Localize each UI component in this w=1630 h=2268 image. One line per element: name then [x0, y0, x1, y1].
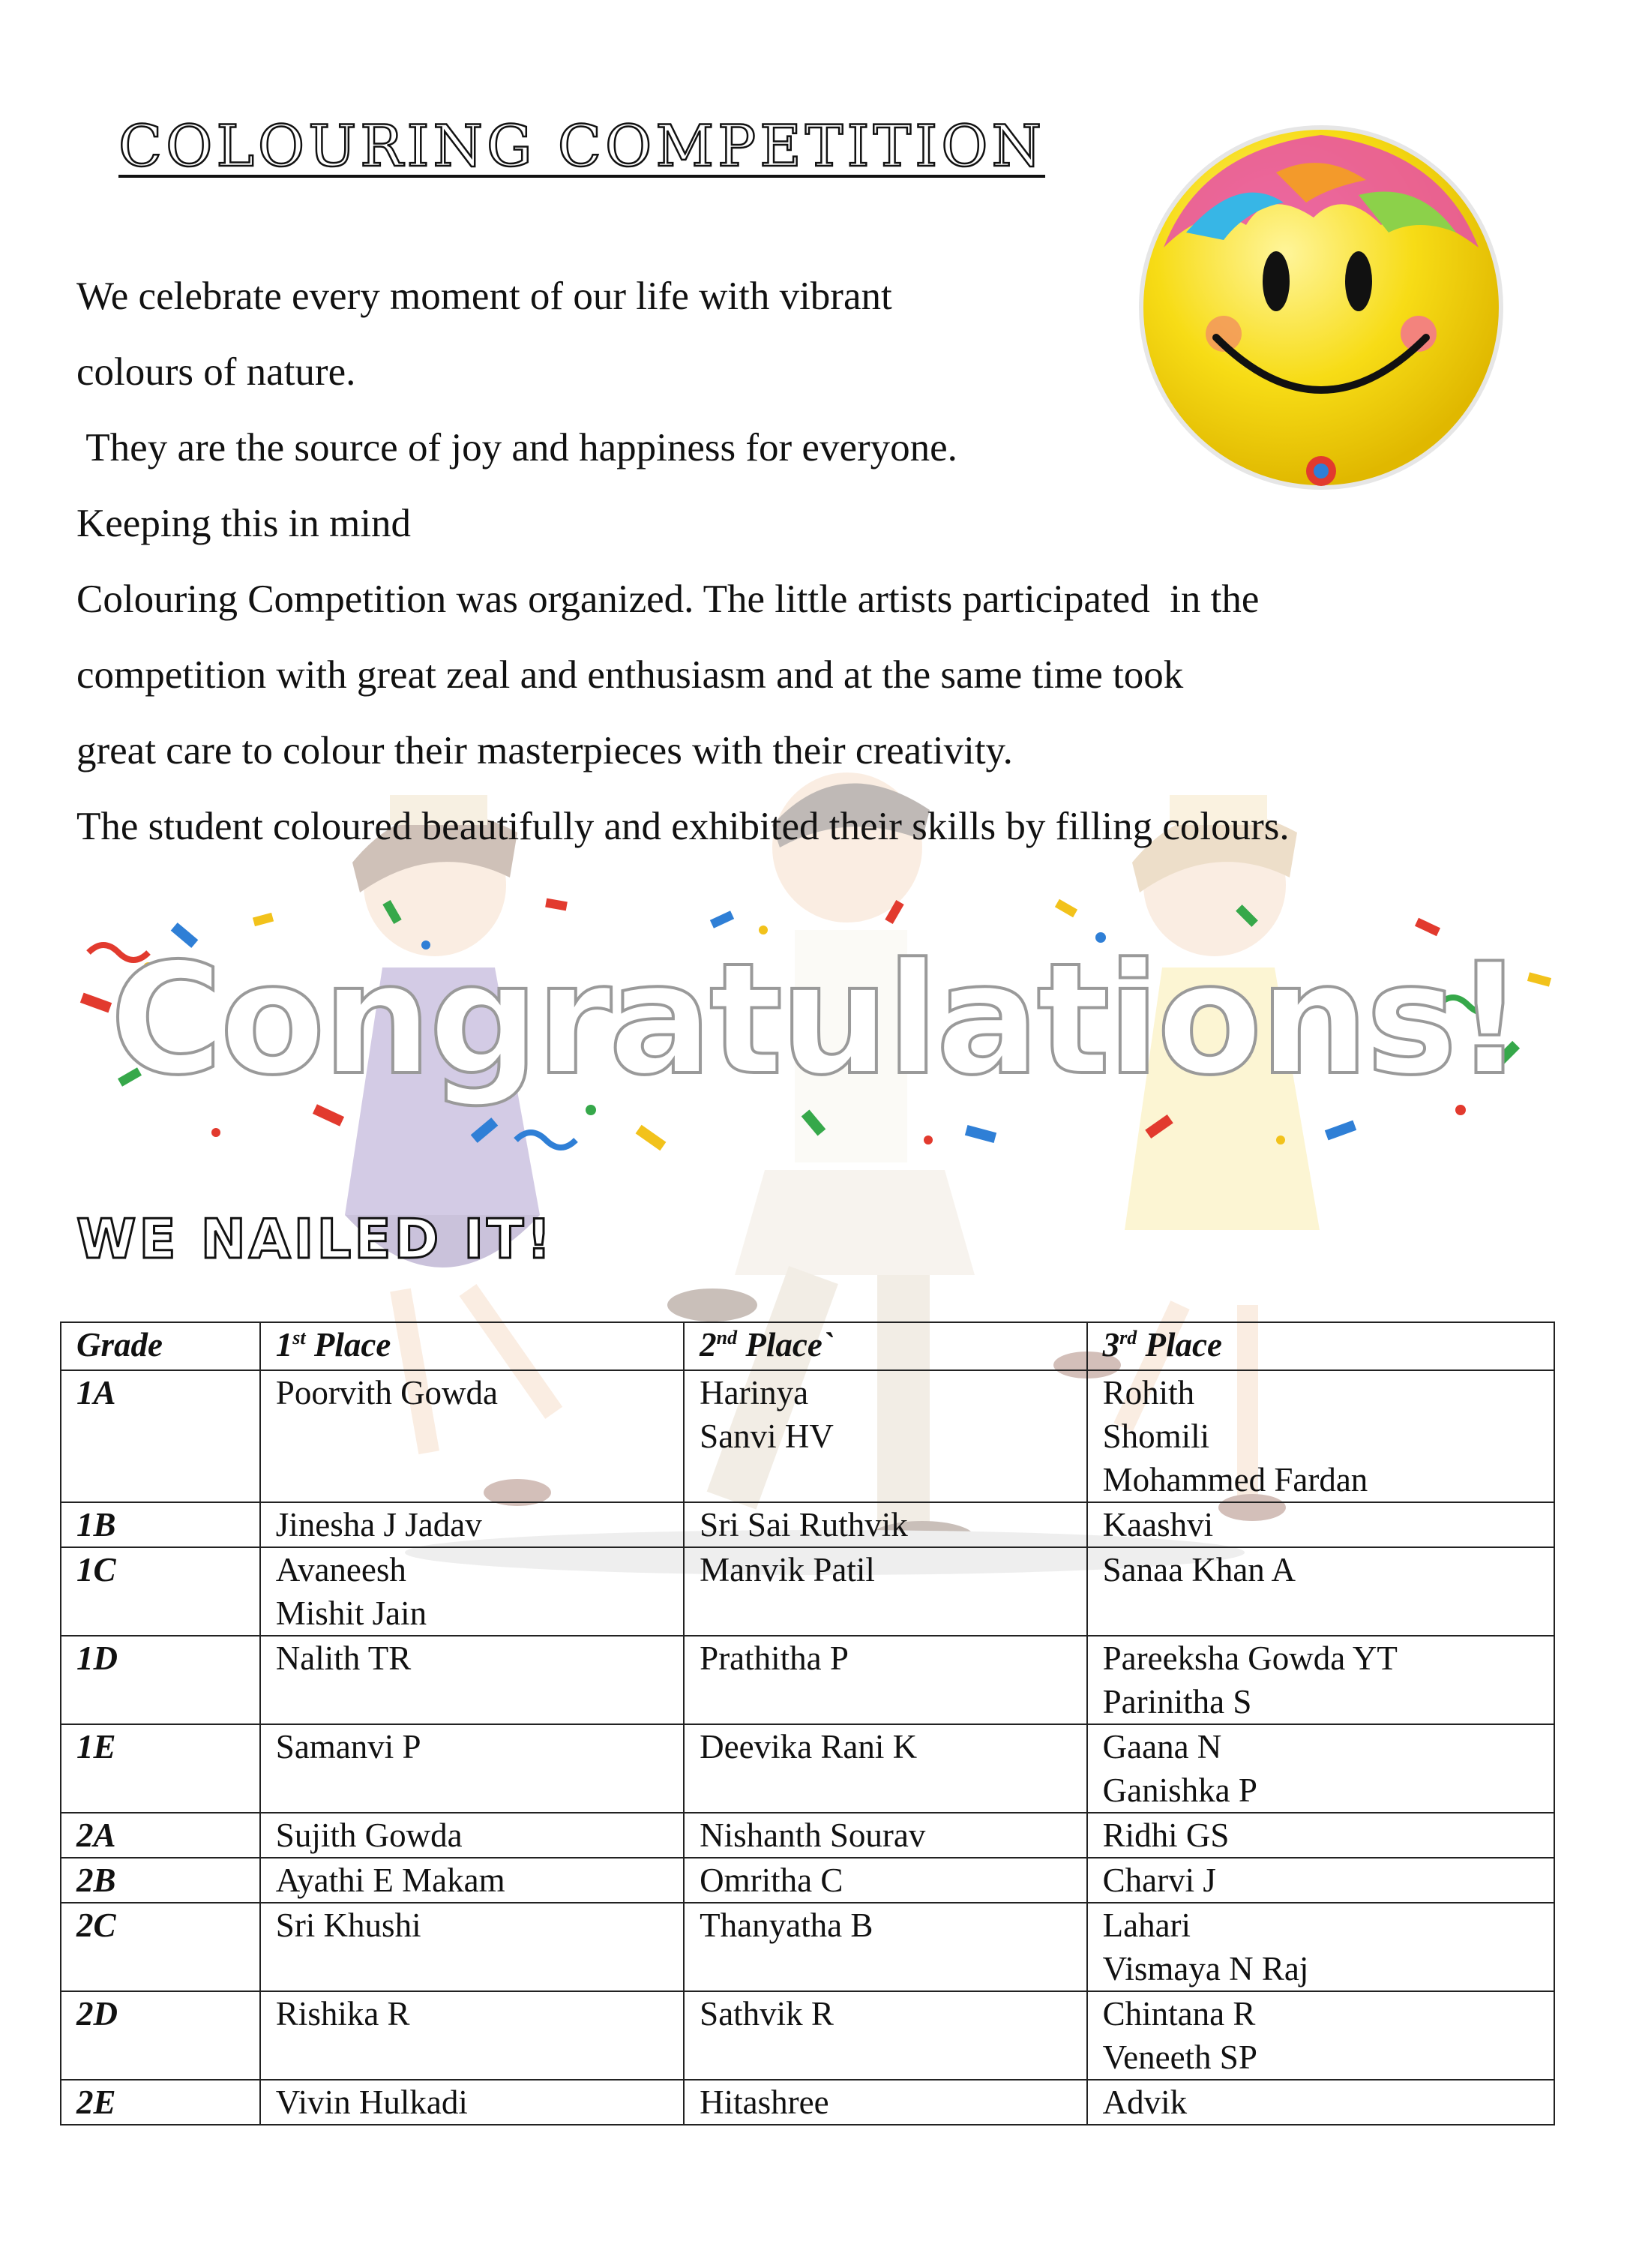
grade-cell: 1C [61, 1547, 260, 1636]
results-table [60, 1322, 1555, 2126]
winner-name: Parinitha S [1102, 1683, 1252, 1720]
first-place-cell [260, 1903, 684, 1991]
table-row [61, 1991, 1554, 2080]
table-row [61, 2080, 1554, 2125]
winner-name: Advik [1102, 2084, 1188, 2121]
intro-line: Colouring Competition was organized. The little artists participated in the [76, 578, 1260, 621]
winner-name: Nalith TR [275, 1640, 412, 1677]
table-row [61, 1903, 1554, 1991]
header-grade: Grade [61, 1322, 260, 1370]
table-row [61, 1724, 1554, 1813]
winner-name: Rohith [1102, 1374, 1195, 1412]
second-place-cell [684, 1858, 1086, 1903]
winner-name: Mishit Jain [275, 1594, 427, 1632]
winner-name: Thanyatha B [700, 1906, 873, 1944]
second-place-cell [684, 1502, 1086, 1547]
intro-line: colours of nature. [76, 350, 356, 394]
winner-name: Manvik Patil [700, 1551, 875, 1588]
winner-name: Jinesha J Jadav [275, 1506, 482, 1544]
third-place-cell [1087, 1991, 1554, 2080]
winner-name: Sathvik R [700, 1995, 834, 2032]
first-place-cell [260, 1991, 684, 2080]
winner-name: Ganishka P [1102, 1772, 1257, 1809]
table-header-row [61, 1322, 1554, 1370]
first-place-cell [260, 1813, 684, 1858]
congratulations-text: Congratulations! [109, 931, 1522, 1109]
winner-name: Kaashvi [1102, 1506, 1214, 1544]
third-place-cell [1087, 1724, 1554, 1813]
third-place-cell [1087, 1636, 1554, 1724]
first-place-cell [260, 1636, 684, 1724]
header-first-place: 1st Place [260, 1322, 684, 1370]
third-place-cell [1087, 1547, 1554, 1636]
first-place-cell [260, 1858, 684, 1903]
grade-cell: 1A [61, 1370, 260, 1502]
winner-name: Vismaya N Raj [1102, 1950, 1309, 1988]
intro-line: Keeping this in mind [76, 502, 412, 545]
second-place-cell [684, 1724, 1086, 1813]
header-third-place: 3rd Place [1087, 1322, 1554, 1370]
intro-line: The student coloured beautifully and exhibited their skills by filling colours. [76, 805, 1290, 848]
grade-cell: 1D [61, 1636, 260, 1724]
section-heading: WE NAILED IT! [76, 1208, 555, 1270]
winner-name: Gaana N [1102, 1728, 1222, 1766]
winner-name: Ridhi GS [1102, 1816, 1230, 1854]
grade-cell: 1B [61, 1502, 260, 1547]
winner-name: Chintana R [1102, 1995, 1256, 2032]
winner-name: Charvi J [1102, 1862, 1216, 1899]
results-table-body [61, 1370, 1554, 2125]
winner-name: Sujith Gowda [275, 1816, 463, 1854]
intro-line: competition with great zeal and enthusiasm and at the same time took [76, 653, 1184, 697]
second-place-cell [684, 2080, 1086, 2125]
table-row [61, 1370, 1554, 1502]
grade-cell: 2A [61, 1813, 260, 1858]
page-title: COLOURING COMPETITION [118, 112, 1046, 179]
winner-name: Avaneesh [275, 1551, 406, 1588]
intro-line: We celebrate every moment of our life with vibrant [76, 274, 892, 318]
table-row [61, 1502, 1554, 1547]
winner-name: Mohammed Fardan [1102, 1461, 1368, 1498]
intro-paragraph [76, 259, 1501, 865]
first-place-cell [260, 1502, 684, 1547]
second-place-cell [684, 1636, 1086, 1724]
third-place-cell [1087, 2080, 1554, 2125]
table-row [61, 1813, 1554, 1858]
table-row [61, 1858, 1554, 1903]
winner-name: Ayathi E Makam [275, 1862, 505, 1899]
grade-cell: 2E [61, 2080, 260, 2125]
winner-name: Samanvi P [275, 1728, 421, 1766]
grade-cell: 2C [61, 1903, 260, 1991]
winner-name: Poorvith Gowda [275, 1374, 499, 1412]
winner-name: Sri Khushi [275, 1906, 421, 1944]
first-place-cell [260, 1724, 684, 1813]
third-place-cell [1087, 1370, 1554, 1502]
winner-name: Shomili [1102, 1418, 1210, 1455]
third-place-cell [1087, 1813, 1554, 1858]
third-place-cell [1087, 1502, 1554, 1547]
winner-name: Hitashree [700, 2084, 829, 2121]
first-place-cell [260, 1547, 684, 1636]
table-row [61, 1636, 1554, 1724]
first-place-cell [260, 2080, 684, 2125]
third-place-cell [1087, 1903, 1554, 1991]
second-place-cell [684, 1370, 1086, 1502]
winner-name: Sanvi HV [700, 1418, 834, 1455]
winner-name: Nishanth Sourav [700, 1816, 926, 1854]
grade-cell: 1E [61, 1724, 260, 1813]
second-place-cell [684, 1813, 1086, 1858]
intro-line: They are the source of joy and happiness for everyone. [76, 426, 957, 470]
second-place-cell [684, 1903, 1086, 1991]
winner-name: Prathitha P [700, 1640, 849, 1677]
grade-cell: 2D [61, 1991, 260, 2080]
second-place-cell [684, 1991, 1086, 2080]
winner-name: Lahari [1102, 1906, 1191, 1944]
winner-name: Deevika Rani K [700, 1728, 918, 1766]
table-row [61, 1547, 1554, 1636]
winner-name: Omritha C [700, 1862, 843, 1899]
intro-line: great care to colour their masterpieces with their creativity. [76, 729, 1013, 772]
winner-name: Sanaa Khan A [1102, 1551, 1296, 1588]
first-place-cell [260, 1370, 684, 1502]
winner-name: Harinya [700, 1374, 809, 1412]
second-place-cell [684, 1547, 1086, 1636]
winner-name: Veneeth SP [1102, 2038, 1257, 2076]
congratulations-banner [66, 885, 1566, 1170]
winner-name: Sri Sai Ruthvik [700, 1506, 908, 1544]
third-place-cell [1087, 1858, 1554, 1903]
grade-cell: 2B [61, 1858, 260, 1903]
winner-name: Pareeksha Gowda YT [1102, 1640, 1398, 1677]
winner-name: Vivin Hulkadi [275, 2084, 468, 2121]
header-second-place: 2nd Place` [684, 1322, 1086, 1370]
winner-name: Rishika R [275, 1995, 410, 2032]
